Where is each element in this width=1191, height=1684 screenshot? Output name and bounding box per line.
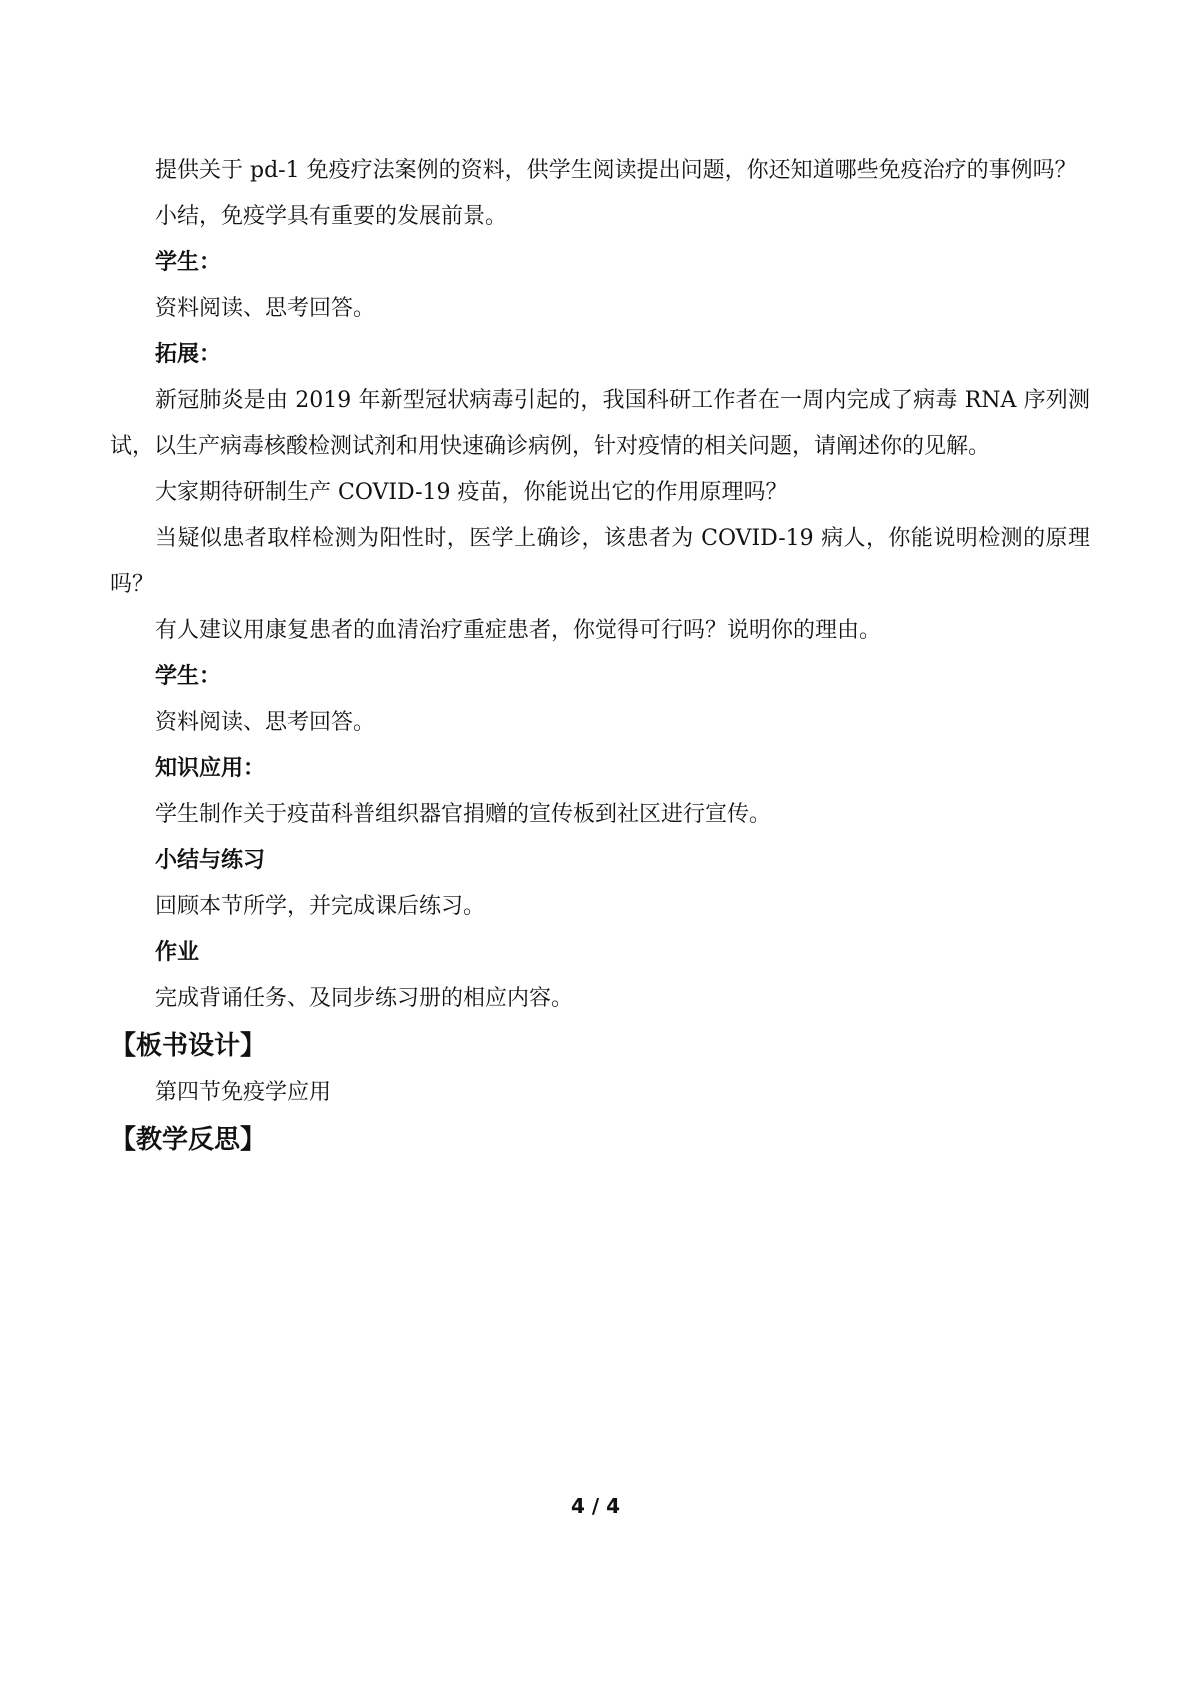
paragraph-student-activity-2: 资料阅读、思考回答。 [155, 710, 376, 735]
paragraph-summary-prospect: 小结，免疫学具有重要的发展前景。 [155, 204, 508, 229]
paragraph-review: 回顾本节所学，并完成课后练习。 [155, 894, 486, 919]
paragraph-covid-background: 新冠肺炎是由 2019 年新型冠状病毒引起的，我国科研工作者在一周内完成了病毒 RNA 序列测试，以生产病毒核酸检测试剂和用快速确诊病例，针对疫情的相关问题，请阐述你的见解。 [110, 388, 1090, 459]
section-title-board-design: 【板书设计】 [110, 1031, 267, 1061]
paragraph-homework-task: 完成背诵任务、及同步练习册的相应内容。 [155, 986, 574, 1011]
paragraph-serum-question: 有人建议用康复患者的血清治疗重症患者，你觉得可行吗？说明你的理由。 [155, 618, 882, 643]
page-number: 4 / 4 [570, 1494, 621, 1518]
paragraph-student-activity-1: 资料阅读、思考回答。 [155, 296, 376, 321]
label-summary-practice: 小结与练习 [155, 848, 266, 873]
board-design-content: 第四节免疫学应用 [155, 1080, 332, 1105]
label-knowledge-application: 知识应用： [155, 756, 266, 781]
paragraph-detection-question: 当疑似患者取样检测为阳性时，医学上确诊，该患者为 COVID-19 病人，你能说明检测的原理吗？ [110, 526, 1090, 597]
document-body [110, 148, 1090, 1164]
section-title-teaching-reflection: 【教学反思】 [110, 1125, 267, 1155]
label-student-1: 学生： [155, 250, 222, 275]
label-student-2: 学生： [155, 664, 222, 689]
label-expansion: 拓展： [155, 342, 222, 367]
paragraph-application-task: 学生制作关于疫苗科普组织器官捐赠的宣传板到社区进行宣传。 [155, 802, 772, 827]
label-homework: 作业 [155, 940, 200, 965]
paragraph-vaccine-question: 大家期待研制生产 COVID-19 疫苗，你能说出它的作用原理吗？ [155, 480, 788, 505]
paragraph-pd1-case: 提供关于 pd-1 免疫疗法案例的资料，供学生阅读提出问题，你还知道哪些免疫治疗的事例吗？ [155, 158, 1077, 183]
